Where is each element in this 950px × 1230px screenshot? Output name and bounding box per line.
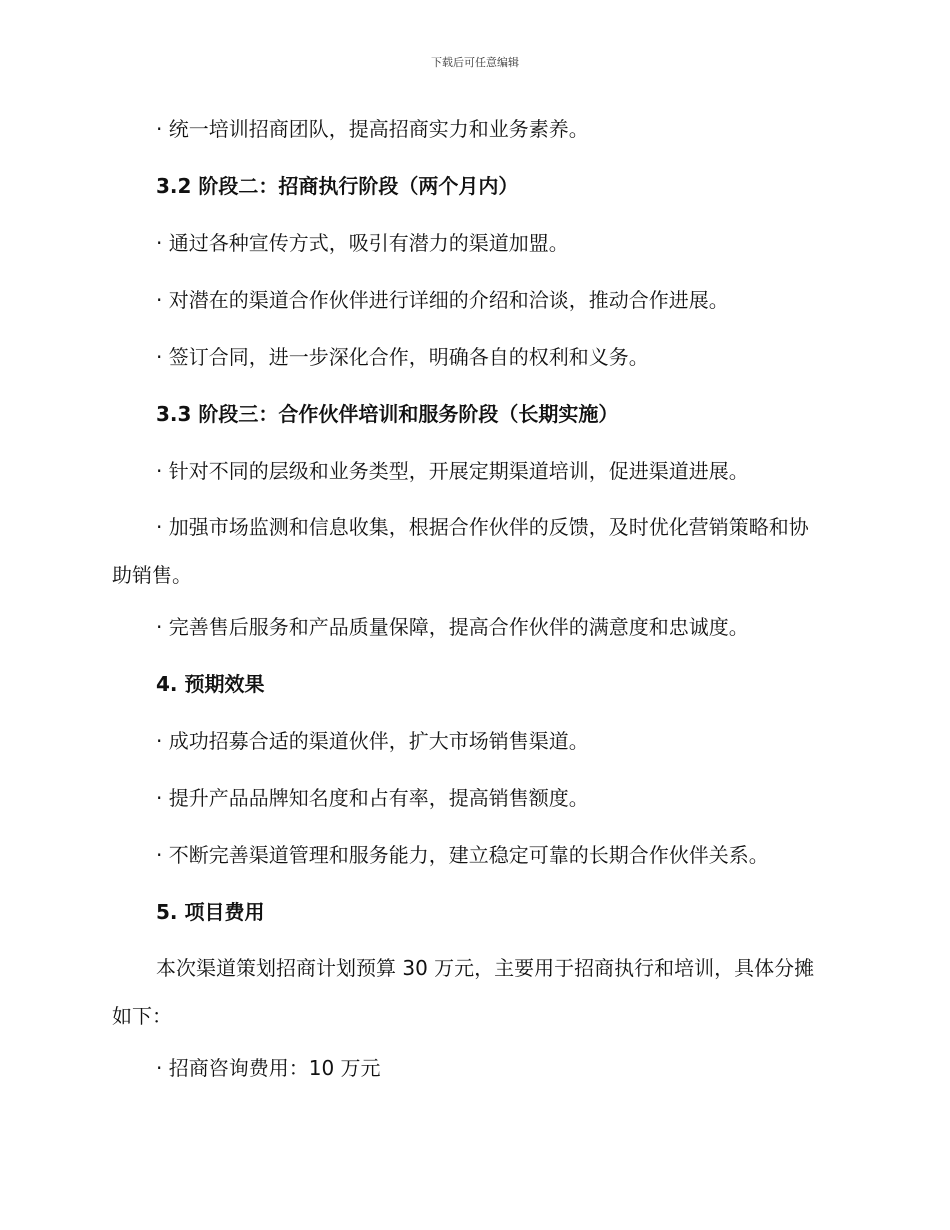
page-header: 下载后可任意编辑 [431,56,519,69]
bullet-brand-awareness: · 提升产品品牌知名度和占有率，提高销售额度。 [156,786,589,810]
section-heading-5: 5. 项目费用 [156,900,265,924]
bullet-consulting-fee: · 招商咨询费用：10 万元 [156,1056,381,1080]
bullet-market-monitoring: · 加强市场监测和信息收集，根据合作伙伴的反馈，及时优化营销策略和协助销售。 [112,515,809,587]
section-heading-3-3: 3.3 阶段三：合作伙伴培训和服务阶段（长期实施） [156,402,619,426]
bullet-channel-management: · 不断完善渠道管理和服务能力，建立稳定可靠的长期合作伙伴关系。 [156,843,769,867]
section-heading-3-2: 3.2 阶段二：招商执行阶段（两个月内） [156,174,519,198]
bullet-contract: · 签订合同，进一步深化合作，明确各自的权利和义务。 [156,345,649,369]
bullet-recruit-partners: · 成功招募合适的渠道伙伴，扩大市场销售渠道。 [156,729,589,753]
bullet-promotion: · 通过各种宣传方式，吸引有潜力的渠道加盟。 [156,231,569,255]
bullet-channel-training: · 针对不同的层级和业务类型，开展定期渠道培训，促进渠道进展。 [156,459,749,483]
section-heading-4: 4. 预期效果 [156,672,265,696]
budget-paragraph: 本次渠道策划招商计划预算 30 万元，主要用于招商执行和培训，具体分摊如下： [112,956,815,1028]
bullet-unified-training: · 统一培训招商团队，提高招商实力和业务素养。 [156,117,589,141]
document-body [112,112,822,1108]
bullet-negotiation: · 对潜在的渠道合作伙伴进行详细的介绍和洽谈，推动合作进展。 [156,288,729,312]
bullet-after-sales: · 完善售后服务和产品质量保障，提高合作伙伴的满意度和忠诚度。 [156,615,749,639]
